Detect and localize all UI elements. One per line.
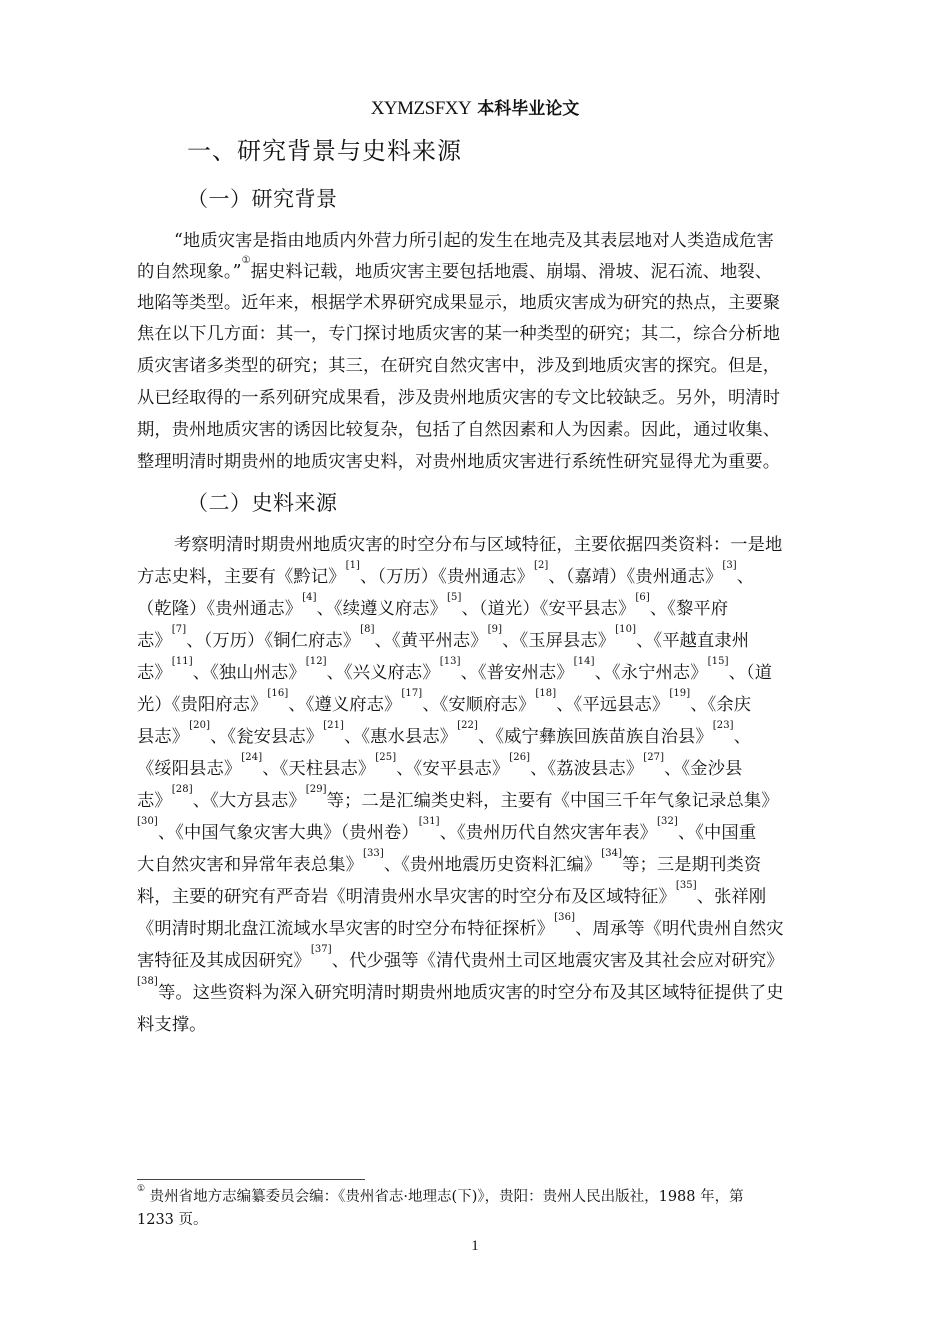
text-span: 、《遵义府志》 [288,695,402,715]
text-span: 、《续遵义府志》 [316,599,448,619]
citation-ref[interactable]: [16] [267,688,289,699]
text-span: 、《普安州志》 [460,663,574,683]
text-span: 、《荔波县志》 [530,759,644,779]
citation-ref[interactable]: [9] [487,624,503,635]
text-span: 志》 [137,663,172,683]
header-title: 本科毕业论文 [477,99,580,119]
citation-ref[interactable]: [12] [305,656,327,667]
text-span: 、《平越直隶州 [636,631,750,651]
paragraph-line [137,752,847,781]
footnote-line: ① 贵州省地方志编纂委员会编：《贵州省志·地理志(下)》，贵阳：贵州人民出版社，1988 年，第 [137,1184,744,1205]
citation-ref[interactable]: [6] [635,592,650,603]
paragraph-line: 的自然现象。”①据史料记载，地质灾害主要包括地震、崩塌、滑坡、泥石流、地裂、 [137,255,773,282]
footnote-separator [137,1179,365,1180]
text-span: 、（万历）《铜仁府志》 [186,631,361,651]
paragraph-line [137,1013,847,1037]
subsection-heading-sources: （二）史料来源 [187,491,338,515]
text-span: 、《平远县志》 [556,695,670,715]
text-span: 等。这些资料为深入研究明清时期贵州地质灾害的时空分布及其区域特征提供了史 [157,983,784,1003]
text-span: 料支撑。 [137,1015,207,1035]
text-span: 、《中国重 [677,823,757,843]
subsection-heading-background: （一）研究背景 [187,187,338,211]
paragraph-line [137,624,847,653]
text-span: 、（道 [728,663,773,683]
text-span: 、周承等《明代贵州自然灾 [575,919,784,939]
citation-ref[interactable]: [35] [675,880,697,891]
running-header [0,96,950,121]
citation-ref[interactable]: [32] [657,816,678,827]
citation-ref[interactable]: [8] [360,624,375,635]
paragraph-line [137,880,847,909]
citation-ref[interactable]: [17] [401,688,423,699]
citation-ref[interactable]: [1] [345,560,361,571]
citation-ref[interactable]: [21] [323,720,345,731]
text-span: 、《天柱县志》 [262,759,376,779]
text-span: 、《黄平州志》 [374,631,488,651]
citation-ref[interactable]: [19] [669,688,691,699]
text-span: 、《瓮安县志》 [210,727,324,747]
text-span: 、 [733,727,752,747]
citation-ref[interactable]: [22] [457,720,479,731]
text-span: 方志史料，主要有《黔记》 [137,567,346,587]
text-span: 、《贵州地震历史资料汇编》 [383,855,602,875]
paragraph-line [137,976,847,1005]
text-span: 、《玉屏县志》 [502,631,616,651]
text-span: 、《中国气象灾害大典》（贵州卷） [157,823,419,843]
text-span: 县志》 [137,727,190,747]
paragraph-line: 从已经取得的一系列研究成果看，涉及贵州地质灾害的专文比较缺乏。另外，明清时 [137,388,781,408]
paragraph-line [137,944,847,973]
citation-ref[interactable]: [18] [535,688,557,699]
citation-ref[interactable]: [2] [533,560,549,571]
paragraph-line [137,688,847,717]
text-span: 志》 [137,631,172,651]
citation-ref[interactable]: [24] [241,752,263,763]
citation-ref[interactable]: [38] [137,976,158,987]
text-span: 、《大方县志》 [192,791,306,811]
text-span: 、张祥刚 [696,887,767,907]
text-span: 、（道光）《安平县志》 [461,599,636,619]
paragraph-line: 期，贵州地质灾害的诱因比较复杂，包括了自然因素和人为因素。因此，通过收集、 [137,420,781,440]
citation-ref[interactable]: [31] [418,816,440,827]
citation-ref[interactable]: [25] [375,752,397,763]
paragraph-line: “地质灾害是指由地质内外营力所引起的发生在地壳及其表层地对人类造成危害 [174,231,774,251]
citation-ref[interactable]: [37] [310,944,332,955]
text-span: 、《黎平府 [649,599,729,619]
paragraph-line [137,816,847,845]
text-span: 、《惠水县志》 [344,727,458,747]
footnote-ref[interactable]: ① [241,255,251,266]
paragraph-line: 质灾害诸多类型的研究；其三，在研究自然灾害中，涉及到地质灾害的探究。但是， [137,356,781,376]
text-span: 、《兴义府志》 [326,663,440,683]
citation-ref[interactable]: [20] [189,720,211,731]
text-span: 、《独山州志》 [192,663,306,683]
text-span: 、《安顺府志》 [422,695,536,715]
citation-ref[interactable]: [13] [439,656,461,667]
citation-ref[interactable]: [27] [643,752,665,763]
page-number: 1 [471,1238,479,1254]
citation-ref[interactable]: [14] [573,656,595,667]
section-heading: 一、研究背景与史料来源 [187,137,462,165]
text-span: 、《余庆 [690,695,752,715]
paragraph-line [137,912,847,941]
text-span: （乾隆）《贵州通志》 [137,599,303,619]
text-span: 《绥阳县志》 [137,759,242,779]
citation-ref[interactable]: [7] [171,624,187,635]
citation-ref[interactable]: [10] [615,624,637,635]
paragraph-line [174,533,847,557]
text-span: 《明清时期北盘江流域水旱灾害的时空分布特征探析》 [137,919,555,939]
text-span: 、（万历）《贵州通志》 [360,567,534,587]
footnote-marker: ① [137,1184,146,1194]
paragraph-line [137,560,847,589]
citation-ref[interactable]: [36] [554,912,576,923]
text-span: 、（嘉靖）《贵州通志》 [548,567,723,587]
citation-ref[interactable]: [34] [601,848,623,859]
text-span: 、《威宁彝族回族苗族自治县》 [478,727,713,747]
text-span: 、《安平县志》 [396,759,510,779]
text-span: 、 [736,567,755,587]
text-span: 志》 [137,791,172,811]
citation-ref[interactable]: [4] [302,592,317,603]
text-span: 、《金沙县 [664,759,743,779]
citation-ref[interactable]: [28] [171,784,193,795]
citation-ref[interactable]: [23] [712,720,734,731]
paragraph-line: 地陷等类型。近年来，根据学术界研究成果显示，地质灾害成为研究的热点，主要聚 [137,293,781,313]
citation-ref[interactable]: [26] [509,752,531,763]
citation-ref[interactable]: [33] [362,848,384,859]
citation-ref[interactable]: [15] [707,656,729,667]
text-span: 等；三是期刊类资 [622,855,762,875]
header-code: XYMZSFXY [370,98,472,119]
paragraph-line: 焦在以下几方面：其一，专门探讨地质灾害的某一种类型的研究；其二，综合分析地 [137,324,781,344]
text-span: 大自然灾害和异常年表总集》 [137,855,363,875]
text-span: 料，主要的研究有严奇岩《明清贵州水旱灾害的时空分布及区域特征》 [137,887,676,907]
text-span: 、《永宁州志》 [594,663,708,683]
paragraph-line: 整理明清时期贵州的地质灾害史料，对贵州地质灾害进行系统性研究显得尤为重要。 [137,452,781,472]
paragraph-line [137,784,847,813]
paragraph-line [137,848,847,877]
text-span: 害特征及其成因研究》 [137,951,311,971]
text-span: 、代少强等《清代贵州土司区地震灾害及其社会应对研究》 [331,951,784,971]
citation-ref[interactable]: [29] [305,784,327,795]
text-span: 光）《贵阳府志》 [137,695,268,715]
citation-ref[interactable]: [30] [137,816,158,827]
paragraph-line [137,656,847,685]
paragraph-line [137,720,847,749]
text-span: 考察明清时期贵州地质灾害的时空分布与区域特征，主要依据四类资料：一是地 [174,535,783,555]
text-span: 等；二是汇编类史料，主要有《中国三千年气象记录总集》 [326,791,779,811]
citation-ref[interactable]: [11] [171,656,193,667]
text-span: 、《贵州历代自然灾害年表》 [439,823,657,843]
citation-ref[interactable]: [3] [722,560,737,571]
citation-ref[interactable]: [5] [447,592,462,603]
paragraph-line [137,592,847,621]
footnote-line: 1233 页。 [137,1212,208,1228]
